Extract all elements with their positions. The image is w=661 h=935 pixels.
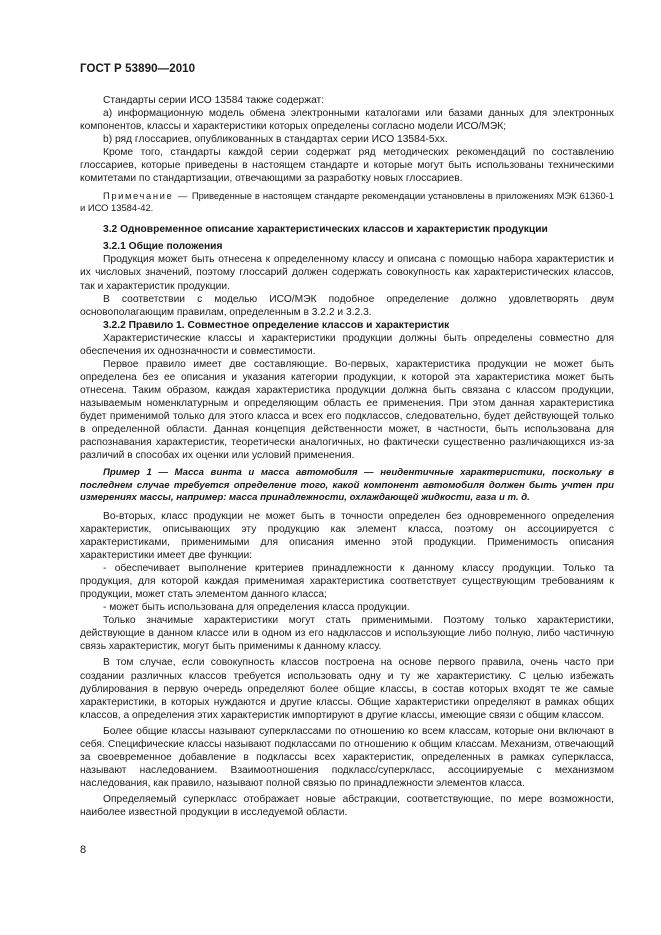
section-heading: 3.2 Одновременное описание характеристических классов и характеристик продукции <box>103 224 548 236</box>
list-item: а) информационную модель обмена электронными каталогами или базами данных для электронных компонентов, классы и характеристики которых определены согласно модели ИСО/МЭК; <box>80 108 614 133</box>
paragraph: Кроме того, стандарты каждой серии содержат ряд методических рекомендаций по составлению глоссариев, которые приведены в настоящем стандарте и которые могут быть использованы техническими комитетами по стандартизации, отвечающими за разработку новых глоссариев. <box>80 147 614 185</box>
paragraph: Только значимые характеристики могут стать применимыми. Поэтому только характеристики, действующие в данном классе или в одном из его надклассов и использующие либо полную, либо частичную связь характеристик, могут быть применимы к данному классу. <box>80 615 614 653</box>
document-body <box>80 94 614 819</box>
paragraph: Определяемый суперкласс отображает новые абстракции, соответствующие, по мере возможности, наиболее известной продукции в исследуемой области. <box>80 793 614 818</box>
subsection-heading: 3.2.2 Правило 1. Совместное определение классов и характеристик <box>103 319 450 331</box>
note-text: Приведенные в настоящем стандарте рекомендации установлены в приложениях МЭК 61360-1 и ИСО 13584-42. <box>80 190 614 214</box>
paragraph: Продукция может быть отнесена к определенному классу и описана с помощью набора характеристик и их числовых значений, поэтому глоссарий должен содержать совокупность как характеристических классов, так и характеристик продукции. <box>80 254 614 292</box>
list-item: b) ряд глоссариев, опубликованных в стандартах серии ИСО 13584-5хх. <box>103 134 448 146</box>
subsection-heading: 3.2.1 Общие положения <box>103 241 223 253</box>
example: Пример 1 — Масса винта и масса автомобиля — неидентичные характеристики, поскольку в последнем случае требуется определение того, какой компонент автомобиля должен быть учтен при измерениях массы, например: масса принадлежности, охлаждающей жидкости, газа и т. д. <box>80 467 614 504</box>
document-header: ГОСТ Р 53890—2010 <box>80 63 196 75</box>
list-item: - обеспечивает выполнение критериев принадлежности к данному классу продукции. Только та продукция, для которой каждая применимая характеристика соответствует существующим требованиям к продукции, может стать элементом данного класса; <box>80 563 614 601</box>
paragraph: Первое правило имеет две составляющие. Во-первых, характеристика продукции не может быть определена без ее описания и указания категории продукции, к которой эта характеристика может быть отнесена. Таким образом, каждая характеристика продукции должна быть связана с классом продукции, называемым номенклатурным и определяющим область ее применения. При этом данная характеристика будет применимой только для этого класса и всех его подклассов, следовательно, будет действующей только в определенной области. Данная концепция действенности может, в частности, быть использована для распознавания характеристик, теоретически аналогичных, но фактически существенно различающихся из-за различий в способах их оценки или условий применения. <box>80 358 614 462</box>
paragraph: Характеристические классы и характеристики продукции должны быть определены совместно для обеспечения их однозначности и совместимости. <box>80 332 614 357</box>
note <box>80 190 614 214</box>
paragraph: Более общие классы называют суперклассами по отношению ко всем классам, которые они включают в себя. Специфические классы называют подклассами по отношению к общим классам. Механизм, отвечающий за своевременное добавление в подклассы всех характеристик, определенных в рамках суперкласса, называют наследованием. Взаимоотношения подкласс/суперкласс, ассоциируемые с механизмом наследования, как правило, называют полной связью по принадлежности элементов класса. <box>80 725 614 789</box>
paragraph: В соответствии с моделью ИСО/МЭК подобное определение должно удовлетворять двум основополагающим правилам, определенным в 3.2.2 и 3.2.3. <box>80 293 614 318</box>
paragraph: Стандарты серии ИСО 13584 также содержат: <box>103 95 325 106</box>
page-number: 8 <box>80 844 87 856</box>
note-label: Примечание — <box>103 190 189 202</box>
list-item: - может быть использована для определения класса продукции. <box>103 602 410 614</box>
paragraph: В том случае, если совокупность классов построена на основе первого правила, очень часто при создании различных классов требуется использовать одну и ту же характеристику. С целью избежать дублирования в первую очередь определяют более общие классы, в состав которых входят те же самые характеристики, в которых нуждаются и другие классы. Общие характеристики определяют в рамках общих классов, а определения этих характеристик импортируют в другие классы, имеющие связи с общим классом. <box>80 657 614 721</box>
paragraph: Во-вторых, класс продукции не может быть в точности определен без одновременного определения характеристик, описывающих эту продукцию как элемент класса, поэтому он ассоциируется с характеристиками, применимыми для описания именно этой продукции. Применимость описания характеристики имеет две функции: <box>80 510 614 562</box>
